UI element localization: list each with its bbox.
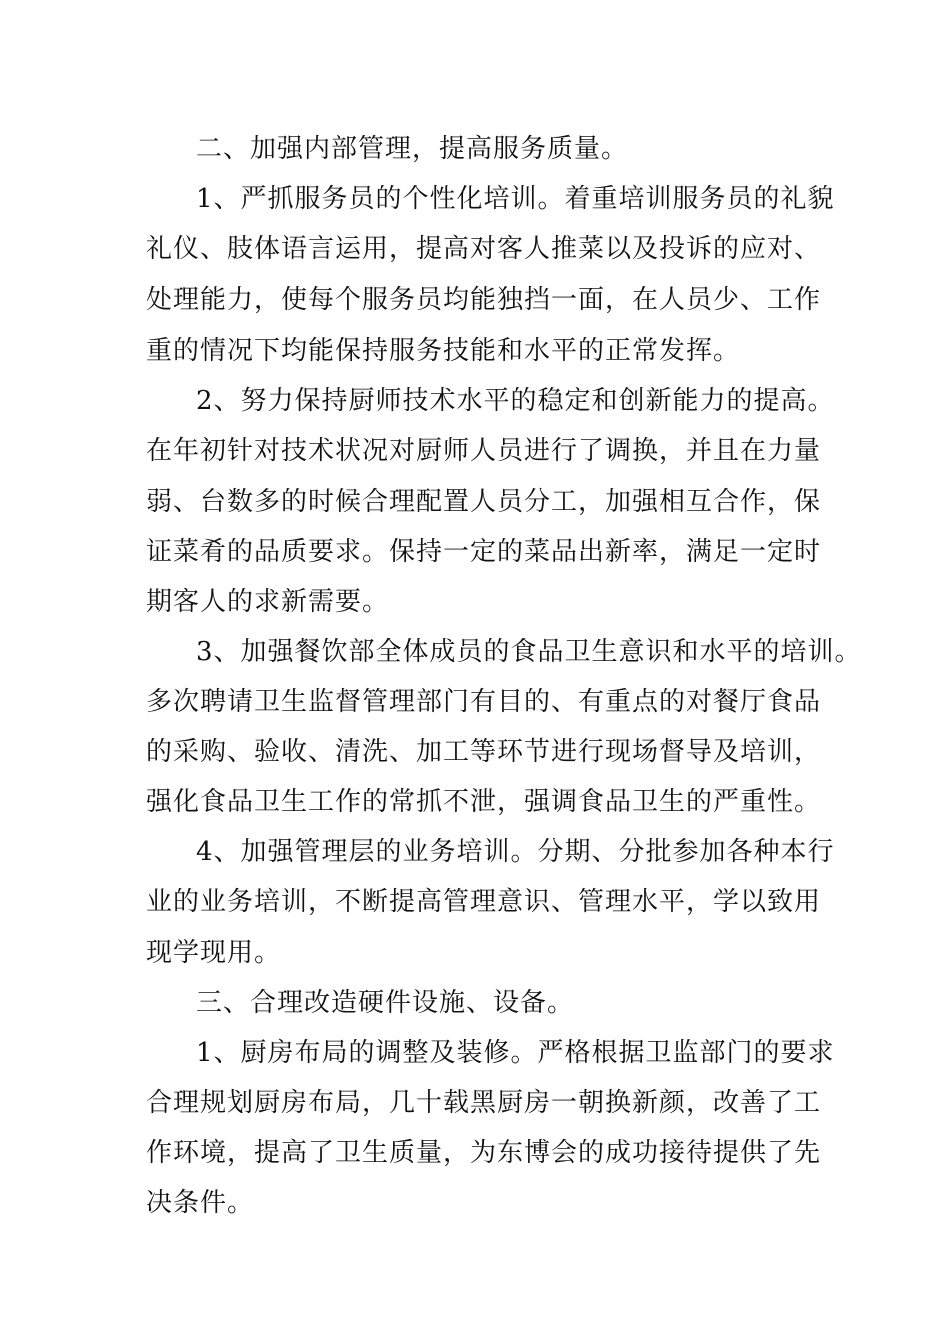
paragraph-line: 1、严抓服务员的个性化培训。着重培训服务员的礼貌	[196, 184, 835, 214]
paragraph-line: 业的业务培训，不断提高管理意识、管理水平，学以致用	[146, 887, 822, 917]
paragraph-line: 重的情况下均能保持服务技能和水平的正常发挥。	[146, 336, 741, 366]
paragraph-line: 4、加强管理层的业务培训。分期、分批参加各种本行	[196, 837, 835, 867]
paragraph-line: 弱、台数多的时候合理配置人员分工，加强相互合作，保	[146, 487, 822, 517]
paragraph-line: 现学现用。	[146, 938, 282, 968]
paragraph-line: 强化食品卫生工作的常抓不泄，强调食品卫生的严重性。	[146, 787, 822, 817]
paragraph-line: 决条件。	[146, 1188, 255, 1218]
paragraph-line: 的采购、验收、清洗、加工等环节进行现场督导及培训，	[146, 737, 822, 767]
paragraph-line: 处理能力，使每个服务员均能独挡一面，在人员少、工作	[146, 285, 822, 315]
paragraph-line: 期客人的求新需要。	[146, 587, 390, 617]
paragraph-line: 作环境，提高了卫生质量，为东博会的成功接待提供了先	[146, 1138, 822, 1168]
paragraph-line: 证菜肴的品质要求。保持一定的菜品出新率，满足一定时	[146, 537, 822, 567]
paragraph-line: 礼仪、肢体语言运用，提高对客人推菜以及投诉的应对、	[146, 234, 822, 264]
paragraph-line: 多次聘请卫生监督管理部门有目的、有重点的对餐厅食品	[146, 687, 822, 717]
section-heading-hardware-renovation: 三、合理改造硬件设施、设备。	[196, 988, 575, 1018]
section-heading-internal-management: 二、加强内部管理，提高服务质量。	[196, 134, 629, 164]
paragraph-line: 合理规划厨房布局，几十载黑厨房一朝换新颜，改善了工	[146, 1088, 822, 1118]
paragraph-line: 在年初针对技术状况对厨师人员进行了调换，并且在力量	[146, 436, 822, 466]
paragraph-line: 2、努力保持厨师技术水平的稳定和创新能力的提高。	[196, 386, 835, 416]
paragraph-line: 3、加强餐饮部全体成员的食品卫生意识和水平的培训。	[196, 637, 862, 667]
paragraph-line: 1、厨房布局的调整及装修。严格根据卫监部门的要求	[196, 1038, 835, 1068]
